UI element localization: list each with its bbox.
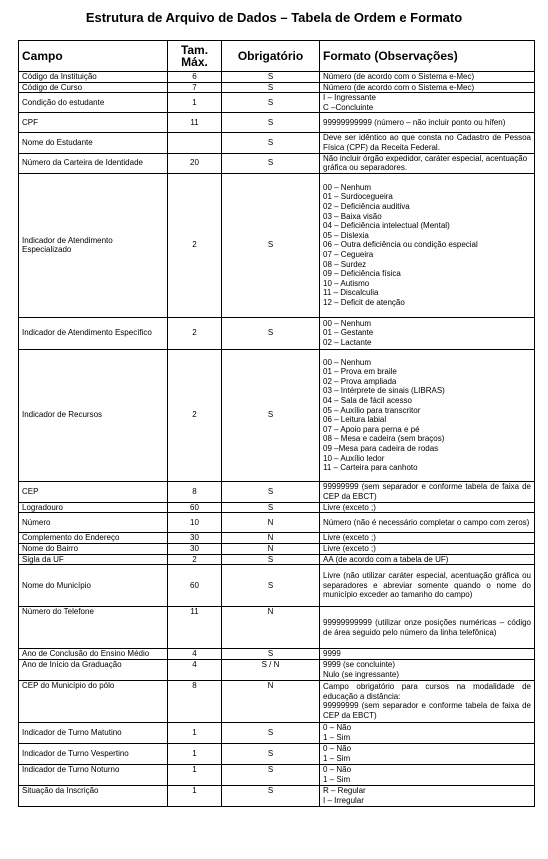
formato-line: 05 – Dislexia [323,230,369,240]
cell-obrigatorio: N [222,533,320,544]
cell-campo: Ano de Início da Graduação [19,659,168,680]
formato-line: I – Ingressante [323,93,376,103]
data-format-table [18,40,535,807]
cell-formato [320,153,535,173]
cell-campo: Nome do Município [19,565,168,607]
table-row [19,785,535,806]
formato-line: Número (de acordo com o Sistema e-Mec) [323,72,475,81]
cell-campo: Situação da Inscrição [19,785,168,806]
cell-tam-max: 60 [168,565,222,607]
cell-formato [320,72,535,83]
cell-tam-max: 2 [168,173,222,317]
cell-tam-max: 30 [168,533,222,544]
cell-campo: Número da Carteira de Identidade [19,153,168,173]
table-row [19,543,535,554]
formato-line: 00 – Nenhum [323,182,372,192]
formato-line: 04 – Deficiência intelectual (Mental) [323,221,450,231]
cell-tam-max: 1 [168,785,222,806]
formato-line: 0 – Não [323,765,352,775]
formato-line: 1 – Sim [323,732,351,742]
cell-tam-max: 8 [168,680,222,722]
cell-campo: Nome do Estudante [19,133,168,153]
cell-tam-max [168,133,222,153]
cell-obrigatorio: S / N [222,659,320,680]
formato-line: 99999999 (sem separador e conforme tabela de faixa de CEP da EBCT) [323,701,531,720]
cell-obrigatorio: S [222,722,320,743]
formato-line: 03 – Baixa visão [323,211,382,221]
cell-campo: Logradouro [19,502,168,513]
cell-formato [320,607,535,649]
cell-formato [320,764,535,785]
cell-obrigatorio: N [222,607,320,649]
cell-obrigatorio: S [222,481,320,502]
cell-formato [320,513,535,533]
formato-line: 03 – Intérprete de sinais (LIBRAS) [323,386,445,396]
cell-tam-max: 11 [168,607,222,649]
formato-line: 02 – Prova ampliada [323,376,397,386]
cell-formato [320,173,535,317]
table-row [19,659,535,680]
table-row [19,502,535,513]
formato-line: 00 – Nenhum [323,357,372,367]
header-tam-line: Máx. [181,55,208,69]
cell-obrigatorio: S [222,93,320,113]
cell-obrigatorio: S [222,133,320,153]
formato-line: 02 – Deficiência auditiva [323,202,410,212]
table-row [19,349,535,481]
cell-obrigatorio: N [222,543,320,554]
cell-campo: Sigla da UF [19,554,168,565]
formato-line: 07 – Apoio para perna e pé [323,424,420,434]
formato-line: Livre (exceto ;) [323,543,376,553]
cell-campo: Indicador de Turno Noturno [19,764,168,785]
cell-tam-max: 11 [168,113,222,133]
formato-line: Campo obrigatório para cursos na modalidade de educação a distância: [323,682,531,701]
cell-formato [320,659,535,680]
formato-line: 9999 [323,649,341,659]
cell-formato [320,743,535,764]
cell-tam-max: 1 [168,743,222,764]
cell-obrigatorio: S [222,502,320,513]
cell-obrigatorio: S [222,153,320,173]
cell-obrigatorio: S [222,173,320,317]
cell-campo: Código da Instituição [19,72,168,83]
formato-line: 10 – Auxílio ledor [323,453,385,463]
cell-formato [320,502,535,513]
cell-tam-max: 30 [168,543,222,554]
formato-line: 10 – Autismo [323,278,370,288]
cell-formato [320,317,535,349]
formato-line: R – Regular [323,786,366,796]
formato-line: 06 – Outra deficiência ou condição especial [323,240,478,250]
cell-obrigatorio: S [222,649,320,660]
header-campo: Campo [19,41,168,72]
cell-tam-max: 20 [168,153,222,173]
formato-line: 99999999999 (utilizar onze posições numéricas – código de área seguido pelo número da linha telefônica) [323,618,531,637]
cell-obrigatorio: N [222,513,320,533]
cell-formato [320,785,535,806]
formato-line: 1 – Sim [323,774,351,784]
table-row [19,743,535,764]
formato-line: 0 – Não [323,723,352,733]
cell-formato [320,93,535,113]
formato-line: 08 – Mesa e cadeira (sem braços) [323,434,445,444]
cell-formato [320,133,535,153]
cell-tam-max: 10 [168,513,222,533]
formato-line: 05 – Auxílio para transcritor [323,405,421,415]
formato-line: Número (não é necessário completar o campo com zeros) [323,518,530,528]
cell-formato [320,543,535,554]
formato-line: 02 – Lactante [323,338,372,348]
formato-line: 01 – Gestante [323,328,374,338]
cell-campo: Código de Curso [19,82,168,93]
formato-line: 11 – Discalculia [323,288,379,298]
cell-obrigatorio: S [222,82,320,93]
formato-line: 9999 (se concluinte) [323,660,396,670]
formato-line: 04 – Sala de fácil acesso [323,396,412,406]
cell-formato [320,481,535,502]
formato-line: Nulo (se ingressante) [323,669,400,679]
formato-line: AA (de acordo com a tabela de UF) [323,554,449,564]
table-header-row [19,41,535,72]
header-tam-line: Tam. [180,43,209,57]
cell-campo: CEP do Município do pólo [19,680,168,722]
table-row [19,607,535,649]
table-row [19,481,535,502]
cell-obrigatorio: S [222,349,320,481]
formato-line: 0 – Não [323,744,352,754]
cell-tam-max: 7 [168,82,222,93]
formato-line: 09 – Deficiência física [323,269,401,279]
cell-campo: Condição do estudante [19,93,168,113]
table-row [19,317,535,349]
cell-formato [320,649,535,660]
cell-campo: Complemento do Endereço [19,533,168,544]
table-row [19,565,535,607]
formato-line: Livre (exceto ;) [323,533,376,543]
cell-obrigatorio: S [222,764,320,785]
document-title: Estrutura de Arquivo de Dados – Tabela de Ordem e Formato [85,10,463,25]
cell-campo: Indicador de Turno Vespertino [19,743,168,764]
cell-campo: Indicador de Atendimento Especializado [19,173,168,317]
formato-line: 09 –Mesa para cadeira de rodas [323,444,439,454]
formato-line: Não incluir órgão expedidor, caráter especial, acentuação gráfica ou separadores. [323,153,528,173]
formato-line: 1 – Sim [323,753,351,763]
cell-formato [320,82,535,93]
cell-campo: Nome do Bairro [19,543,168,554]
formato-line: Livre (exceto ;) [323,502,376,512]
cell-obrigatorio: S [222,554,320,565]
cell-tam-max: 1 [168,722,222,743]
formato-line: I – Irregular [323,795,364,805]
cell-campo: Indicador de Turno Matutino [19,722,168,743]
cell-tam-max: 4 [168,649,222,660]
cell-campo: Ano de Conclusão do Ensino Médio [19,649,168,660]
table-row [19,173,535,317]
formato-line: 99999999 (sem separador e conforme tabela de faixa de CEP da EBCT) [323,482,531,501]
formato-line: 06 – Leitura labial [323,415,387,425]
cell-formato [320,722,535,743]
cell-tam-max: 4 [168,659,222,680]
formato-line: 01 – Prova em braile [323,367,397,377]
formato-line: 99999999999 (número – não incluir ponto ou hífen) [323,118,506,128]
formato-line: 00 – Nenhum [323,318,372,328]
cell-tam-max: 2 [168,554,222,565]
cell-obrigatorio: S [222,317,320,349]
table-row [19,82,535,93]
cell-tam-max: 6 [168,72,222,83]
table-row [19,649,535,660]
cell-formato [320,680,535,722]
cell-formato [320,349,535,481]
table-row [19,722,535,743]
formato-line: 11 – Carteira para canhoto [323,463,418,473]
header-formato: Formato (Observações) [320,41,535,72]
formato-line: 07 – Cegueira [323,250,374,260]
cell-campo: Indicador de Atendimento Específico [19,317,168,349]
formato-line: Livre (não utilizar caráter especial, acentuação gráfica ou separadores e abreviar somente quando o nome do município exceder ao tamanho do campo) [323,571,531,600]
table-row [19,72,535,83]
cell-tam-max: 1 [168,93,222,113]
cell-campo: CEP [19,481,168,502]
table-body [19,72,535,807]
cell-tam-max: 8 [168,481,222,502]
cell-tam-max: 2 [168,349,222,481]
cell-campo: Número do Telefone [19,607,168,649]
table-row [19,554,535,565]
cell-obrigatorio: S [222,785,320,806]
cell-obrigatorio: S [222,743,320,764]
table-row [19,513,535,533]
header-tam-max [168,41,222,72]
cell-tam-max: 1 [168,764,222,785]
header-obrigatorio: Obrigatório [222,41,320,72]
cell-obrigatorio: S [222,113,320,133]
table-row [19,680,535,722]
cell-tam-max: 60 [168,502,222,513]
cell-obrigatorio: S [222,565,320,607]
table-row [19,113,535,133]
cell-obrigatorio: S [222,72,320,83]
formato-line: 01 – Surdocegueira [323,192,393,202]
table-row [19,764,535,785]
cell-formato [320,565,535,607]
formato-line: Deve ser idêntico ao que consta no Cadastro de Pessoa Física (CPF) da Receita Federal. [323,133,531,152]
table-row [19,153,535,173]
table-row [19,133,535,153]
cell-tam-max: 2 [168,317,222,349]
cell-formato [320,113,535,133]
cell-formato [320,533,535,544]
cell-obrigatorio: N [222,680,320,722]
cell-campo: Indicador de Recursos [19,349,168,481]
formato-line: 12 – Deficit de atenção [323,298,405,308]
formato-line: Número (de acordo com o Sistema e-Mec) [323,82,475,92]
table-row [19,533,535,544]
formato-line: 08 – Surdez [323,259,367,269]
table-row [19,93,535,113]
formato-line: C –Concluinte [323,102,374,112]
cell-formato [320,554,535,565]
cell-campo: CPF [19,113,168,133]
cell-campo: Número [19,513,168,533]
